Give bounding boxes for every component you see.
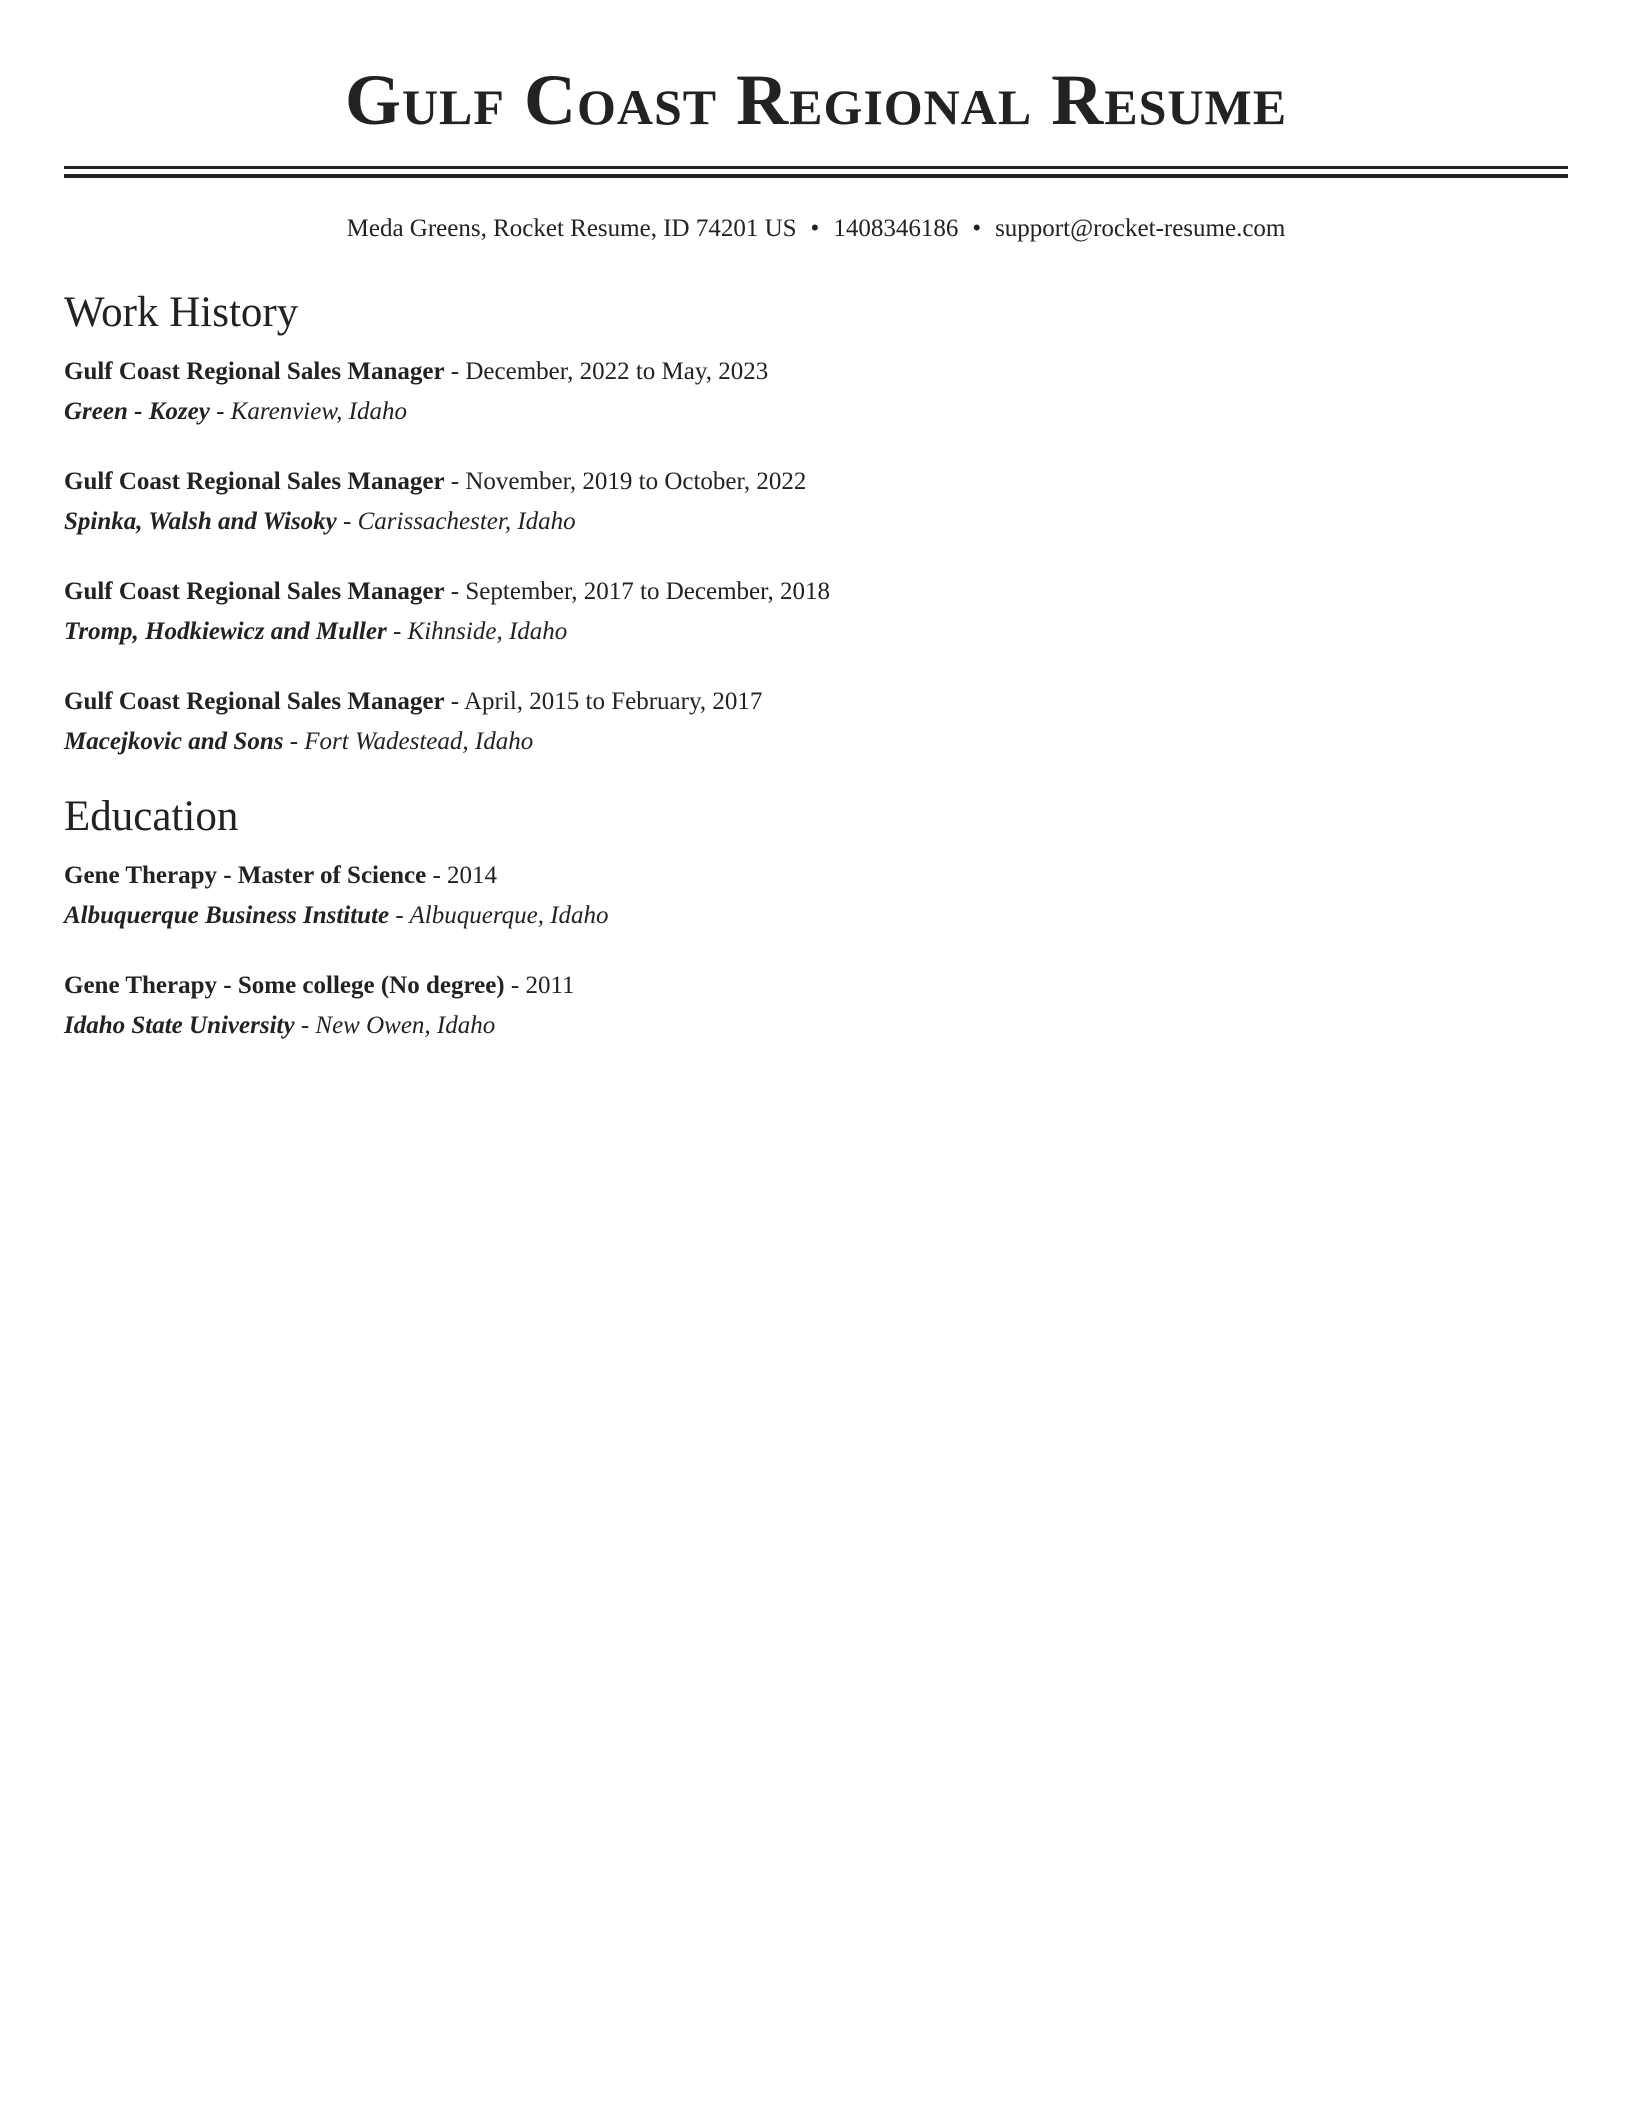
job-dates: September, 2017 to December, 2018 <box>465 578 830 605</box>
education-entry-school-line <box>64 896 1568 936</box>
dash-separator: - <box>426 862 448 889</box>
job-dates: December, 2022 to May, 2023 <box>465 358 769 385</box>
job-title: Gulf Coast Regional Sales Manager <box>64 688 445 715</box>
job-title: Gulf Coast Regional Sales Manager <box>64 358 445 385</box>
graduation-year: 2014 <box>447 862 498 889</box>
education-entry-degree-line <box>64 856 1568 896</box>
contact-email: support@rocket-resume.com <box>995 215 1286 242</box>
education-entry <box>64 856 1568 936</box>
school-name: Albuquerque Business Institute <box>64 902 390 929</box>
dash-separator: - <box>283 728 305 755</box>
education-heading: Education <box>64 793 239 840</box>
dash-separator: - <box>444 468 466 495</box>
school-name: Idaho State University <box>64 1012 295 1039</box>
contact-line <box>64 214 1568 244</box>
work-entry <box>64 462 1568 542</box>
work-entry <box>64 572 1568 652</box>
contact-phone: 1408346186 <box>833 215 959 242</box>
job-dates: April, 2015 to February, 2017 <box>464 688 763 715</box>
company-name: Macejkovic and Sons <box>64 728 284 755</box>
dash-separator: - <box>294 1012 316 1039</box>
graduation-year: 2011 <box>525 972 575 999</box>
work-entry-title-line <box>64 462 1568 502</box>
resume-title: Gulf Coast Regional Resume <box>344 60 1288 140</box>
dash-separator: - <box>504 972 526 999</box>
job-dates: November, 2019 to October, 2022 <box>465 468 807 495</box>
work-entry-company-line <box>64 612 1568 652</box>
company-location: Carissachester, Idaho <box>357 508 576 535</box>
dash-separator: - <box>444 688 464 715</box>
job-title: Gulf Coast Regional Sales Manager <box>64 468 445 495</box>
dash-separator: - <box>386 618 408 645</box>
degree-name: Gene Therapy - Some college (No degree) <box>64 972 505 999</box>
education-entry-school-line <box>64 1006 1568 1046</box>
dash-separator: - <box>444 358 466 385</box>
work-entry <box>64 352 1568 432</box>
work-entry-company-line <box>64 722 1568 762</box>
work-entry <box>64 682 1568 762</box>
work-entry-company-line <box>64 392 1568 432</box>
company-name: Green - Kozey <box>64 398 210 425</box>
dash-separator: - <box>209 398 231 425</box>
school-location: Albuquerque, Idaho <box>409 902 609 929</box>
company-location: Karenview, Idaho <box>230 398 407 425</box>
header-rule-top <box>64 166 1568 169</box>
work-entry-company-line <box>64 502 1568 542</box>
contact-address: Meda Greens, Rocket Resume, ID 74201 US <box>346 215 797 242</box>
dash-separator: - <box>444 578 466 605</box>
dash-separator: - <box>389 902 410 929</box>
company-location: Fort Wadestead, Idaho <box>304 728 534 755</box>
education-entry <box>64 966 1568 1046</box>
company-name: Tromp, Hodkiewicz and Muller <box>64 618 387 645</box>
dash-separator: - <box>336 508 358 535</box>
work-entry-title-line <box>64 352 1568 392</box>
work-entry-title-line <box>64 682 1568 722</box>
school-location: New Owen, Idaho <box>315 1012 496 1039</box>
work-history-heading: Work History <box>64 289 299 336</box>
work-entry-title-line <box>64 572 1568 612</box>
company-name: Spinka, Walsh and Wisoky <box>64 508 337 535</box>
degree-name: Gene Therapy - Master of Science <box>64 862 427 889</box>
header-rule-bottom <box>64 174 1568 178</box>
contact-separator: • <box>972 215 982 242</box>
job-title: Gulf Coast Regional Sales Manager <box>64 578 445 605</box>
education-entry-degree-line <box>64 966 1568 1006</box>
company-location: Kihnside, Idaho <box>407 618 568 645</box>
contact-separator: • <box>810 215 820 242</box>
